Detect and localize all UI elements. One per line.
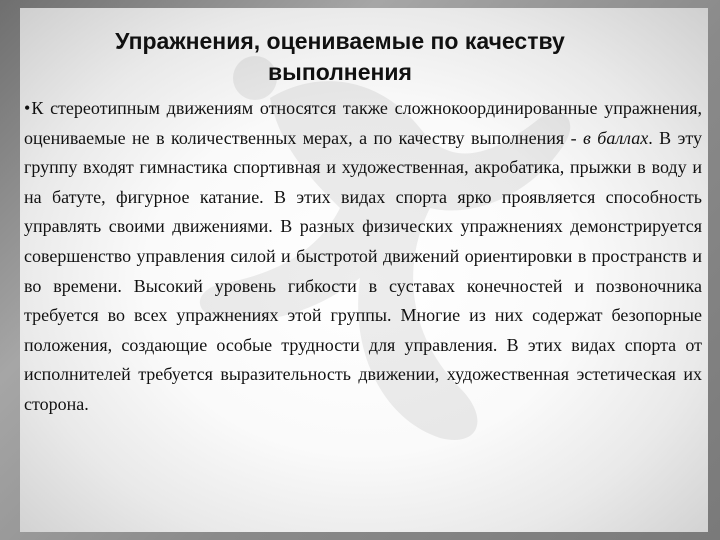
slide-body-paragraph — [24, 94, 702, 420]
slide — [20, 8, 708, 532]
paragraph-text-part1: К стереотипным движениям относятся также сложнокоординированные упражнения, оцениваемые не в количественных мерах, а по качеству выполнения - — [24, 98, 702, 148]
bullet-icon: • — [24, 98, 31, 118]
paragraph-italic-text: в баллах — [583, 127, 649, 148]
paragraph-text-part2: . В эту группу входят гимнастика спортивная и художественная, акробатика, прыжки в воду и на батуте, фигурное катание. В этих видах спорта ярко проявляется способность управлять своими движениями. В разных физических упражнениях демонстрируется совершенство управления силой и быстротой движений ориентировки в пространств и во времени. Высокий уровень гибкости в суставах конечностей и позвоночника требуется во всех упражнениях этой группы. Многие из них содержат безопорные положения, создающие особые трудности для управления. В этих видах спорта от исполнителей требуется выразительность движении, художественная эстетическая их сторона. — [24, 127, 702, 414]
slide-title: Упражнения, оцениваемые по качеству выполнения — [115, 28, 565, 85]
